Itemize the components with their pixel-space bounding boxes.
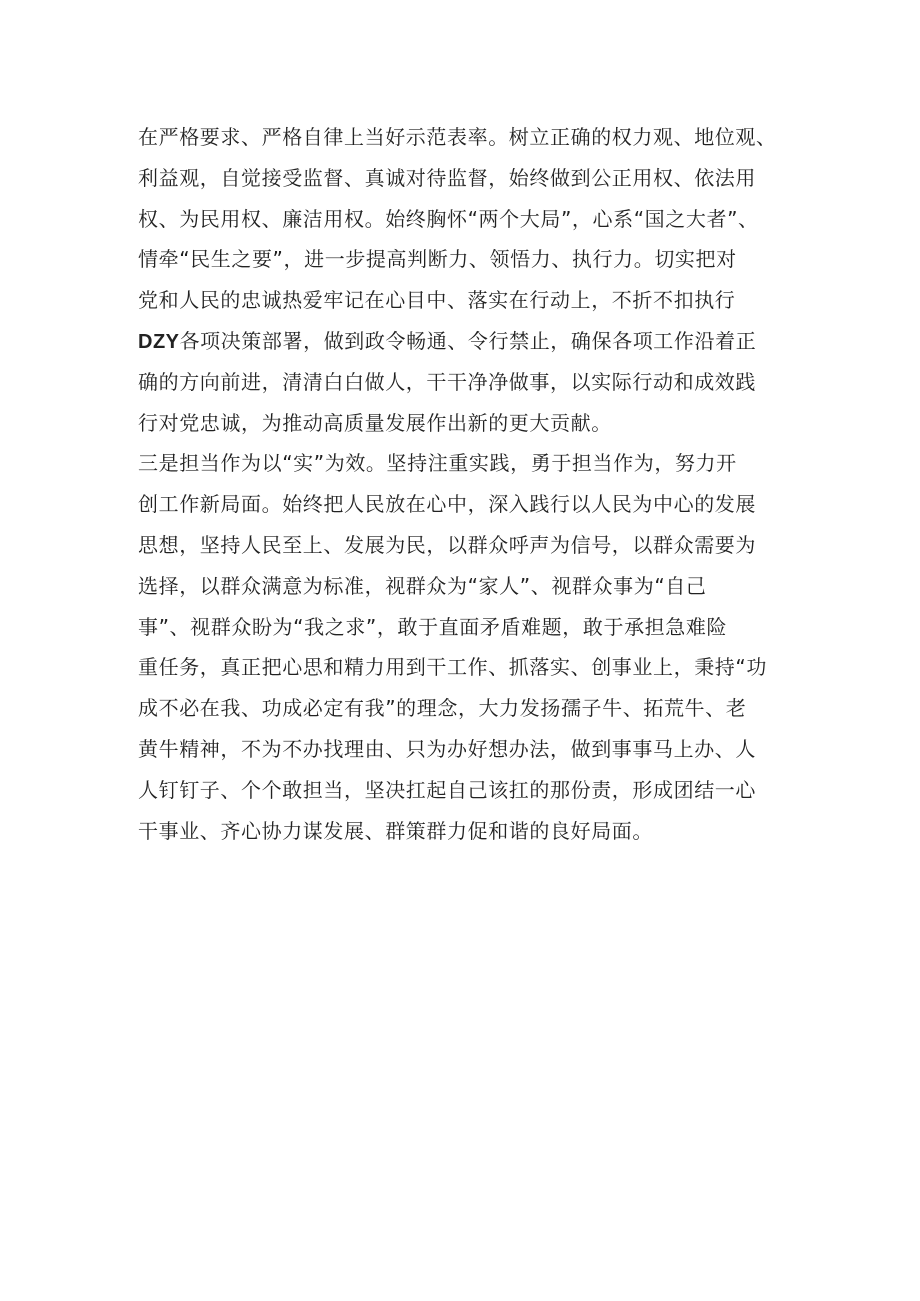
text-line: 行对党忠诚，为推动高质量发展作出新的更大贡献。: [138, 410, 612, 435]
text-line: 思想，坚持人民至上、发展为民，以群众呼声为信号，以群众需要为: [138, 532, 756, 557]
text-line: 干事业、齐心协力谋发展、群策群力促和谐的良好局面。: [138, 818, 653, 843]
text-line: 事”、视群众盼为“我之求”，敢于直面矛盾难题，敢于承担急难险: [138, 614, 728, 639]
text-line-continuation: 各项决策部署，做到政令畅通、令行禁止，确保各项工作沿着正: [179, 328, 757, 353]
body-text: [138, 117, 818, 851]
abbreviation-dzy: DZY: [138, 330, 180, 353]
text-line: 利益观，自觉接受监督、真诚对待监督，始终做到公正用权、依法用: [138, 165, 756, 190]
text-line: 情牵“民生之要”，进一步提高判断力、领悟力、执行力。切实把对: [138, 247, 737, 272]
text-line: 重任务，真正把心思和精力用到干工作、抓落实、创事业上，秉持“功: [138, 655, 767, 680]
text-line: 确的方向前进，清清白白做人，干干净净做事，以实际行动和成效践: [138, 369, 756, 394]
text-line: 成不必在我、功成必定有我”的理念，大力发扬孺子牛、拓荒牛、老: [138, 696, 747, 721]
text-line: [138, 321, 818, 362]
text-line: 党和人民的忠诚热爱牢记在心目中、落实在行动上，不折不扣执行: [138, 288, 736, 313]
text-line: 人钉钉子、个个敢担当，坚决扛起自己该扛的那份责，形成团结一心: [138, 777, 756, 802]
text-line: 创工作新局面。始终把人民放在心中，深入践行以人民为中心的发展: [138, 492, 756, 517]
text-line: 权、为民用权、廉洁用权。始终胸怀“两个大局”，心系“国之大者”、: [138, 206, 759, 231]
section-heading-line: 三是担当作为以“实”为效。坚持注重实践，勇于担当作为，努力开: [138, 451, 737, 476]
text-line: 选择，以群众满意为标准，视群众为“家人”、视群众事为“自己: [138, 573, 707, 598]
text-line: 在严格要求、严格自律上当好示范表率。树立正确的权力观、地位观、: [138, 125, 777, 149]
text-line: 黄牛精神，不为不办找理由、只为办好想办法，做到事事马上办、人: [138, 736, 756, 761]
